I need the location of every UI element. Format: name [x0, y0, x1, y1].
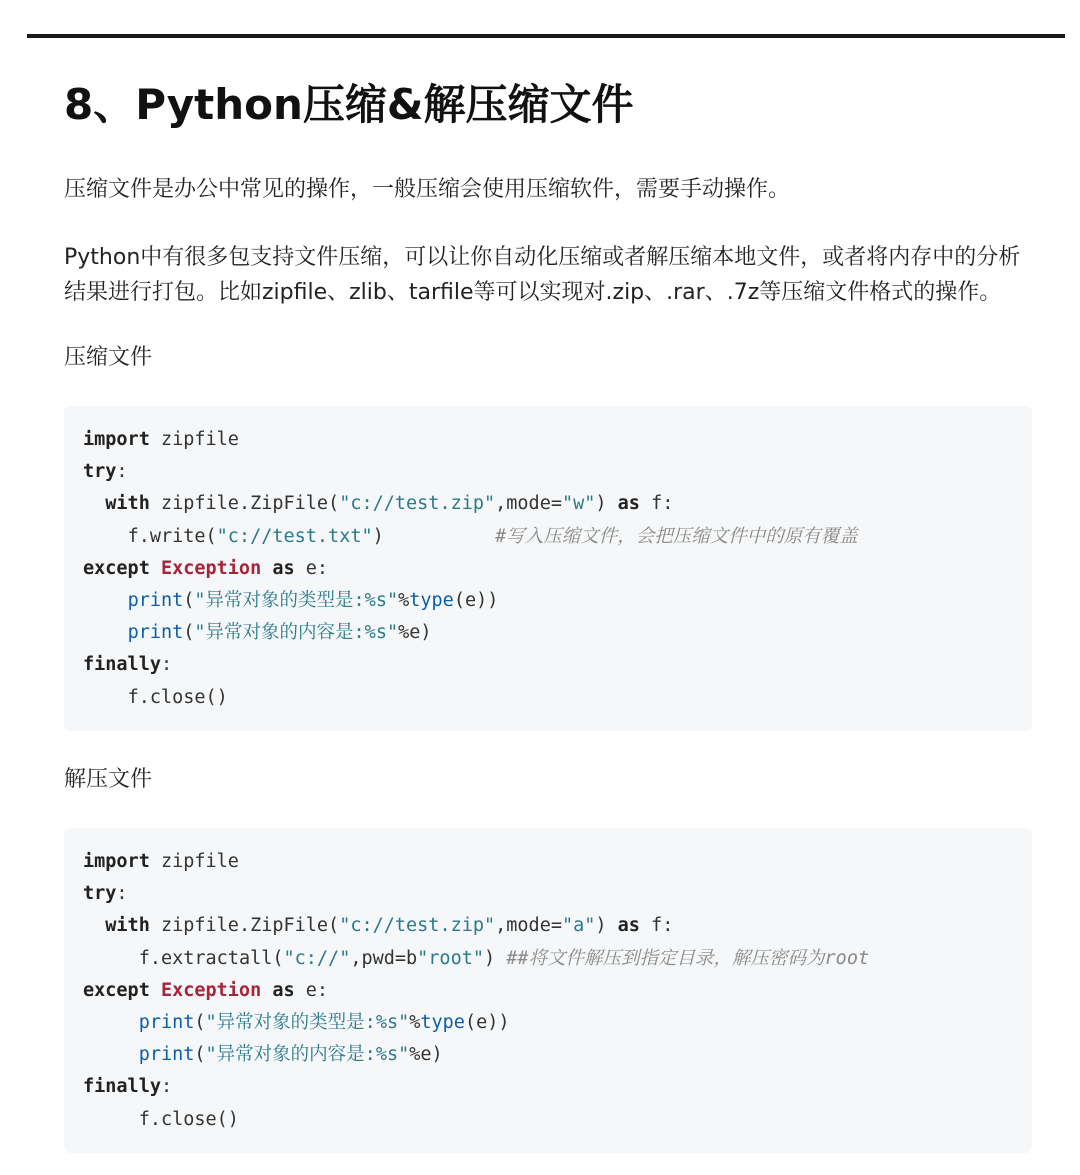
code-text: zipfile — [149, 851, 239, 872]
code-text: %e) — [398, 622, 432, 644]
code-text: %e) — [409, 1044, 443, 1066]
code-builtin: type — [409, 589, 454, 611]
code-text: (e)) — [453, 589, 499, 611]
code-indent — [83, 1044, 139, 1065]
code-space — [261, 558, 272, 579]
code-string: "root" — [417, 947, 484, 969]
code-text: e: — [294, 979, 329, 1001]
code-keyword: finally — [83, 654, 161, 676]
code-keyword: as — [272, 557, 295, 579]
code-indent — [83, 915, 105, 936]
code-line — [83, 910, 1032, 942]
code-line — [83, 649, 1032, 681]
code-text: ,mode= — [495, 915, 562, 937]
section-label-extract: 解压文件 — [64, 767, 153, 792]
code-string: "异常对象的内容是:%s" — [205, 1044, 410, 1066]
code-string: "w" — [561, 493, 596, 515]
code-text: ) — [595, 915, 618, 937]
code-line — [83, 846, 1032, 878]
code-line — [83, 585, 1032, 617]
code-line — [83, 488, 1032, 520]
code-text: ( — [183, 589, 195, 611]
code-text: ) — [595, 493, 618, 515]
code-line — [83, 1104, 1032, 1136]
code-string: "异常对象的内容是:%s" — [194, 622, 399, 644]
code-exception-class: Exception — [160, 979, 262, 1001]
code-text: f.close() — [138, 1108, 239, 1130]
code-indent — [83, 526, 128, 547]
code-keyword: except — [83, 979, 150, 1001]
code-indent — [83, 1012, 139, 1033]
code-text: ( — [183, 622, 195, 644]
code-block-extract — [64, 828, 1032, 1153]
code-string: "c://" — [283, 947, 351, 969]
code-text: : — [160, 654, 173, 676]
section-label-compress: 压缩文件 — [64, 345, 153, 370]
code-text: ) — [372, 525, 496, 547]
code-string: "c://test.zip" — [339, 493, 496, 515]
code-line — [83, 553, 1032, 585]
code-builtin: print — [138, 1044, 195, 1066]
code-text: f: — [639, 915, 674, 937]
code-space — [150, 980, 161, 1001]
code-indent — [83, 493, 105, 514]
code-line — [83, 424, 1032, 456]
code-text: : — [160, 1076, 173, 1098]
code-keyword: as — [617, 915, 640, 937]
code-text: f.close() — [127, 686, 228, 708]
code-keyword: import — [83, 429, 150, 450]
code-indent — [83, 622, 128, 643]
code-text: e: — [294, 557, 329, 579]
code-text: ( — [194, 1011, 206, 1033]
code-string: "异常对象的类型是:%s" — [205, 1011, 410, 1033]
code-text: % — [398, 589, 410, 611]
code-text: : — [116, 883, 128, 905]
code-string: "c://test.zip" — [339, 915, 496, 937]
code-line — [83, 975, 1032, 1007]
code-exception-class: Exception — [160, 557, 262, 579]
code-keyword: with — [105, 915, 150, 937]
code-keyword: import — [83, 851, 150, 872]
code-keyword: try — [83, 883, 117, 905]
description-paragraph: Python中有很多包支持文件压缩，可以让你自动化压缩或者解压缩本地文件，或者将内存中的分析结果进行打包。比如zipfile、zlib、tarfile等可以实现对.zip、.rar、.7z等压缩文件格式的操作。 — [64, 245, 1021, 305]
code-comment: #写入压缩文件，会把压缩文件中的原有覆盖 — [495, 525, 858, 547]
code-text: ,mode= — [495, 493, 562, 515]
code-text: f.write( — [127, 525, 217, 547]
code-string: "异常对象的类型是:%s" — [194, 589, 399, 611]
code-line — [83, 1007, 1032, 1039]
code-indent — [83, 948, 139, 969]
code-string: "a" — [561, 915, 596, 937]
code-text: zipfile.ZipFile( — [149, 915, 340, 937]
code-keyword: except — [83, 557, 150, 579]
code-text: % — [409, 1011, 421, 1033]
code-indent — [83, 687, 128, 708]
intro-paragraph: 压缩文件是办公中常见的操作，一般压缩会使用压缩软件，需要手动操作。 — [64, 177, 791, 202]
code-text: ( — [194, 1044, 206, 1066]
code-text: : — [116, 461, 128, 483]
page-title: 8、Python压缩&解压缩文件 — [64, 80, 634, 129]
code-line — [83, 456, 1032, 488]
code-indent — [83, 590, 128, 611]
code-keyword: as — [617, 493, 640, 515]
code-builtin: type — [420, 1011, 465, 1033]
code-keyword: finally — [83, 1076, 161, 1098]
top-divider — [27, 34, 1065, 38]
code-block-compress — [64, 406, 1032, 731]
code-line — [83, 1071, 1032, 1103]
code-space — [261, 980, 272, 1001]
code-text: ) — [483, 947, 507, 969]
code-line — [83, 521, 1032, 553]
code-builtin: print — [127, 622, 184, 644]
code-keyword: with — [105, 493, 150, 515]
code-text: zipfile.ZipFile( — [149, 493, 340, 515]
code-keyword: try — [83, 461, 117, 483]
code-line — [83, 943, 1032, 975]
code-string: "c://test.txt" — [216, 525, 373, 547]
code-comment: ##将文件解压到指定目录，解压密码为root — [506, 947, 870, 969]
code-line — [83, 617, 1032, 649]
code-text: zipfile — [149, 429, 239, 450]
code-space — [150, 558, 161, 579]
code-text: f.extractall( — [138, 947, 284, 969]
code-line — [83, 682, 1032, 714]
code-text: f: — [639, 493, 674, 515]
code-builtin: print — [138, 1011, 195, 1033]
code-line — [83, 1039, 1032, 1071]
code-indent — [83, 1109, 139, 1130]
code-text: ,pwd=b — [350, 947, 418, 969]
code-line — [83, 878, 1032, 910]
code-builtin: print — [127, 589, 184, 611]
code-keyword: as — [272, 979, 295, 1001]
code-text: (e)) — [464, 1011, 510, 1033]
